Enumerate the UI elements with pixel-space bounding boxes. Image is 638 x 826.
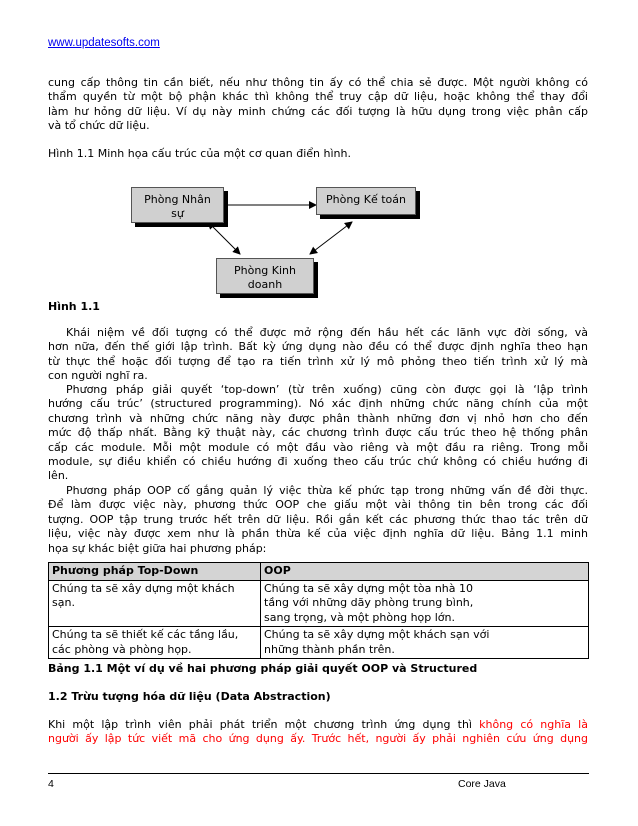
text-line: module, sự điều khiển có chiều hướng đi xuống theo cấu trúc chứ không có chiều hướng đi: [48, 455, 588, 469]
text-line: tượng. OOP tập trung trước hết trên dữ liệu. Rồi gắn kết các phương thức thao tác trên dữ: [48, 512, 588, 526]
text-line: Phương pháp OOP cố gắng quản lý việc thừa kế phức tạp trong những vấn đề đời thực.: [66, 484, 588, 497]
figure-intro-text: Hình 1.1 Minh họa cấu trúc của một cơ quan điển hình.: [48, 147, 351, 160]
diagram-arrows: [0, 0, 638, 310]
table-cell: [49, 580, 261, 627]
header-url-link[interactable]: www.updatesofts.com: [48, 37, 160, 49]
text-line: con người nghĩ ra.: [48, 369, 148, 383]
text-line: Để làm được việc này, phương thức OOP che giấu một vài thông tin bên trong các đối: [48, 498, 588, 512]
box-accounting-department: [316, 187, 416, 215]
text-line: và tổ chức dữ liệu.: [48, 119, 150, 133]
body-paragraph-1: [48, 326, 588, 384]
text-line: Khái niệm về đối tượng có thể được mở rộng đến hầu hết các lãnh vực đời sống, và: [66, 326, 588, 339]
cell-line: sang trọng, và một phòng họp lớn.: [264, 610, 456, 624]
table-header-cell: OOP: [261, 563, 589, 581]
emphasis-text-line: người ấy lập tức viết mã cho ứng dụng ấy. Trước hết, người ấy phải nghiên cứu ứng dụng: [48, 732, 588, 746]
box-label: doanh: [247, 278, 283, 291]
cell-line: Chúng ta sẽ xây dựng một khách: [52, 581, 235, 595]
box-label: Phòng Kinh: [234, 264, 296, 277]
text-line: [48, 718, 588, 732]
body-paragraph-2: [48, 383, 588, 484]
comparison-table: [48, 562, 589, 659]
footer-rule: [48, 773, 589, 774]
figure-caption: Hình 1.1: [48, 300, 100, 313]
arrow-hr-business: [208, 222, 240, 254]
cell-line: Chúng ta sẽ thiết kế các tầng lầu,: [52, 628, 239, 641]
text-segment: Khi một lập trình viên phải phát triển một chương trình ứng dụng thì: [48, 718, 480, 731]
arrow-accounting-business: [310, 222, 352, 254]
table-cell: [261, 580, 589, 627]
box-hr-department: [131, 187, 224, 223]
box-label: sự: [171, 207, 184, 220]
text-line: thẩm quyền từ một bộ phận khác thì không thể truy cập dữ liệu, hoặc không thể thay đổi: [48, 90, 588, 104]
text-line: mức độ thấp nhất. Bằng kỹ thuật này, các chương trình được cấu trúc theo hệ thống phân: [48, 426, 588, 440]
cell-line: những thành phần trên.: [264, 642, 395, 656]
table-header-cell: Phương pháp Top-Down: [49, 563, 261, 581]
cell-line: sạn.: [52, 596, 75, 609]
text-line: chương trình và những chức năng này được phân thành những đơn vị nhỏ hơn cho đến: [48, 411, 588, 425]
page-number: 4: [48, 778, 54, 790]
cell-line: các phòng và phòng họp.: [52, 642, 192, 656]
text-line: cấp các module. Mỗi một module có một đầu vào riêng và một đầu ra riêng. Trong mỗi: [48, 440, 588, 454]
text-line: làm hư hỏng dữ liệu. Ví dụ này minh chứng các đối tượng là hữu dụng trong việc phân cấp: [48, 104, 588, 118]
text-line: hướng cấu trúc’ (structured programming). Nó xác định những chức năng chính của một: [48, 397, 588, 411]
box-label: Phòng Kế toán: [325, 193, 407, 206]
text-line: họa sự khác biệt giữa hai phương pháp:: [48, 541, 267, 555]
body-paragraph-4: [48, 718, 588, 747]
text-line: từ thực thể hoặc đối tượng để tạo ra tiến trình xử lý mô phỏng theo tiến trình xử lý mà: [48, 354, 588, 368]
footer-title: Core Java: [458, 778, 506, 790]
emphasis-text: không có nghĩa là: [479, 718, 588, 731]
table-caption: Bảng 1.1 Một ví dụ về hai phương pháp giải quyết OOP và Structured: [48, 662, 478, 675]
text-line: cung cấp thông tin cần biết, nếu như thông tin ấy có thể chia sẻ được. Một người không có: [48, 76, 588, 89]
body-paragraph-3: [48, 484, 588, 556]
table-row: [49, 580, 589, 627]
text-line: liệu, việc này được xem như là phần thừa kế của việc định nghĩa dữ liệu. Bảng 1.1 minh: [48, 527, 588, 541]
table-row: [49, 627, 589, 659]
table-cell: [261, 627, 589, 659]
section-heading: 1.2 Trừu tượng hóa dữ liệu (Data Abstraction): [48, 690, 331, 703]
text-line: hơn nữa, đến thế giới lập trình. Bất kỳ ứng dụng nào đều có thể được định nghĩa theo hạn: [48, 340, 588, 354]
text-line: Phương pháp giải quyết ‘top-down’ (từ trên xuống) cũng còn được gọi là ‘lập trình: [66, 383, 588, 396]
box-label: Phòng Nhân: [144, 193, 211, 206]
text-line: lên.: [48, 469, 69, 483]
table-header-row: [49, 563, 589, 581]
cell-line: tầng với những dãy phòng trung bình,: [264, 596, 474, 609]
cell-line: Chúng ta sẽ xây dựng một khách sạn với: [264, 628, 490, 641]
cell-line: Chúng ta sẽ xây dựng một tòa nhà 10: [264, 581, 473, 595]
table-cell: [49, 627, 261, 659]
box-business-department: [216, 258, 314, 294]
